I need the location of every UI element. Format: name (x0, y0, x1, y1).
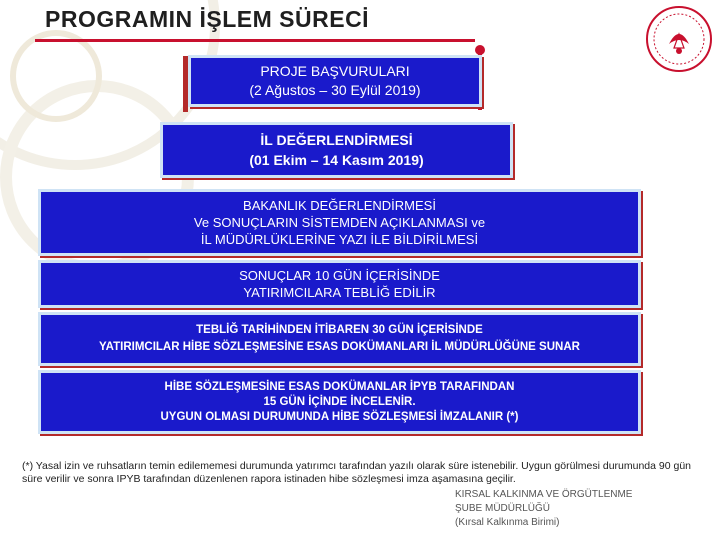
step-line: YATIRIMCILARA TEBLİĞ EDİLİR (243, 285, 436, 300)
step-line: UYGUN OLMASI DURUMUNDA HİBE SÖZLEŞMESİ İMZALANIR (*) (160, 410, 519, 423)
step-box-notification (38, 260, 641, 308)
ministry-seal-icon (644, 4, 714, 74)
step-box-contract-signing (38, 370, 641, 434)
step-line: SONUÇLAR 10 GÜN İÇERİSİNDE (239, 268, 440, 283)
footnote: (*) Yasal izin ve ruhsatların temin edilememesi durumunda yatırımcı tarafından yazılı olarak süre istenebilir. Uygun görülmesi durumunda 90 gün süre verilir ve sonra IPYB tarafından düzenlenen rapora istinaden hibe sözleşmesi imza aşamasına geçilir. (22, 460, 692, 485)
step-box-provincial-evaluation (160, 122, 513, 178)
department-line: ŞUBE MÜDÜRLÜĞÜ (455, 503, 551, 514)
page-title: PROGRAMIN İŞLEM SÜRECİ (45, 6, 370, 32)
step-box-document-submission (38, 312, 641, 366)
step-line: PROJE BAŞVURULARI (260, 63, 410, 79)
step-line: (2 Ağustos – 30 Eylül 2019) (249, 82, 421, 98)
title-underline (35, 39, 475, 42)
department-line: KIRSAL KALKINMA VE ÖRGÜTLENME (455, 489, 633, 500)
step-line: İL DEĞERLENDİRMESİ (260, 132, 413, 148)
step-box-applications (188, 55, 482, 107)
step-line: 15 GÜN İÇİNDE İNCELENİR. (263, 395, 416, 408)
step-line: HİBE SÖZLEŞMESİNE ESAS DOKÜMANLAR İPYB TARAFINDAN (164, 380, 515, 393)
department-name (455, 488, 632, 530)
step-line: Ve SONUÇLARIN SİSTEMDEN AÇIKLANMASI ve (193, 215, 486, 230)
step-line: YATIRIMCILAR HİBE SÖZLEŞMESİNE ESAS DOKÜMANLARI İL MÜDÜRLÜĞÜNE SUNAR (99, 341, 580, 353)
step-line: İL MÜDÜRLÜKLERİNE YAZI İLE BİLDİRİLMESİ (200, 232, 479, 247)
step-line: (01 Ekim – 14 Kasım 2019) (249, 152, 424, 168)
department-line: (Kırsal Kalkınma Birimi) (455, 517, 560, 528)
step-line: TEBLİĞ TARİHİNDEN İTİBAREN 30 GÜN İÇERİSİNDE (196, 324, 483, 336)
background-decoration (10, 30, 102, 122)
step-line: BAKANLIK DEĞERLENDİRMESİ (243, 198, 436, 213)
step-box-ministry-evaluation (38, 189, 641, 256)
